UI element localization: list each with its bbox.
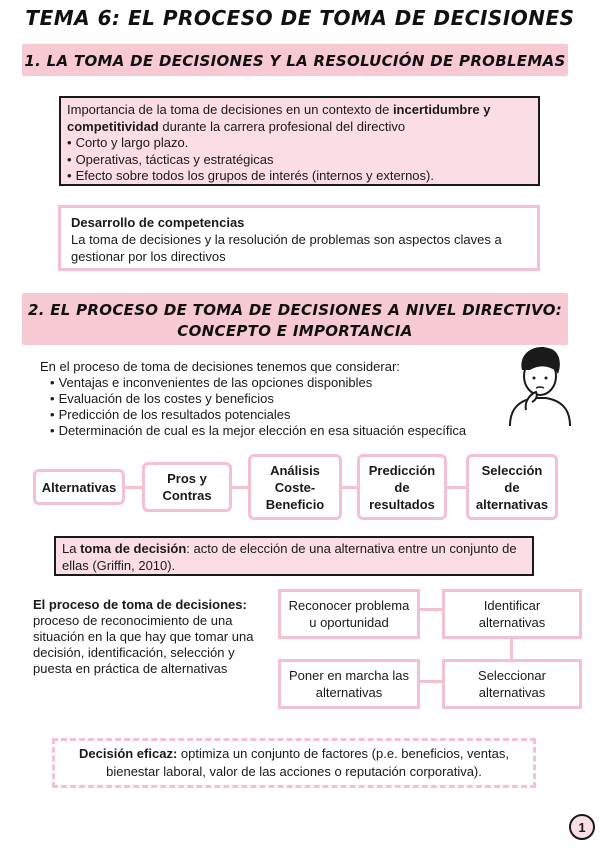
step-pros-cons: Pros y Contras [142,462,232,512]
section2-heading-line2: CONCEPTO E IMPORTANCIA [177,322,413,340]
process-text: proceso de reconocimiento de una situación en la que hay que tomar una decisión, identificación, selección y puesta en práctica de alternativas [33,613,254,676]
section2-heading-line1: 2. EL PROCESO DE TOMA DE DECISIONES A NIVEL DIRECTIVO: [27,301,563,319]
considerations-intro: En el proceso de toma de decisiones tenemos que considerar: [40,359,400,374]
competencies-title: Desarrollo de competencias [71,215,245,230]
steps-connector-1 [124,486,144,489]
thinking-person-icon [500,340,576,426]
steps-connector-4 [446,486,468,489]
step-prediction: Predicción de resultados [357,454,447,520]
importance-intro: Importancia de la toma de decisiones en un contexto de incertidumbre y competitividad durante la carrera profesional del directivo [67,102,491,134]
list-item: • Determinación de cual es la mejor elección en esa situación específica [50,423,510,439]
section1-heading: 1. LA TOMA DE DECISIONES Y LA RESOLUCIÓN DE PROBLEMAS [24,52,566,70]
process-identify: Identificar alternativas [442,589,582,639]
process-select: Seleccionar alternativas [442,659,582,709]
process-connector-right [510,638,513,660]
list-item: • Ventajas e inconvenientes de las opciones disponibles [50,375,510,391]
process-implement: Poner en marcha las alternativas [278,659,420,709]
list-item: • Predicción de los resultados potenciales [50,407,510,423]
step-cost-benefit: Análisis Coste-Beneficio [248,454,342,520]
importance-box [59,96,540,186]
definition-box: La toma de decisión: acto de elección de una alternativa entre un conjunto de ellas (Griffin, 2010). [54,536,534,576]
step-alternatives: Alternativas [33,469,125,505]
importance-list [67,135,532,185]
process-recognize: Reconocer problema u oportunidad [278,589,420,639]
process-description [33,597,261,677]
page-number: 1 [569,814,595,840]
list-item: • Efecto sobre todos los grupos de interés (internos y externos). [67,168,532,185]
process-connector-bottom [418,680,444,683]
list-item: • Corto y largo plazo. [67,135,532,152]
competencies-text: La toma de decisiones y la resolución de problemas son aspectos claves a gestionar por los directivos [71,232,502,264]
list-item: • Operativas, tácticas y estratégicas [67,152,532,169]
process-title: El proceso de toma de decisiones: [33,597,247,612]
list-item: • Evaluación de los costes y beneficios [50,391,510,407]
effective-decision-box: Decisión eficaz: optimiza un conjunto de factores (p.e. beneficios, ventas, bienestar laboral, valor de las acciones o reputación corporativa). [52,738,536,788]
step-selection: Selección de alternativas [466,454,558,520]
process-connector-top [418,608,444,611]
page-title: TEMA 6: EL PROCESO DE TOMA DE DECISIONES [25,6,575,30]
competencies-box [58,205,540,271]
considerations-list [50,375,510,439]
